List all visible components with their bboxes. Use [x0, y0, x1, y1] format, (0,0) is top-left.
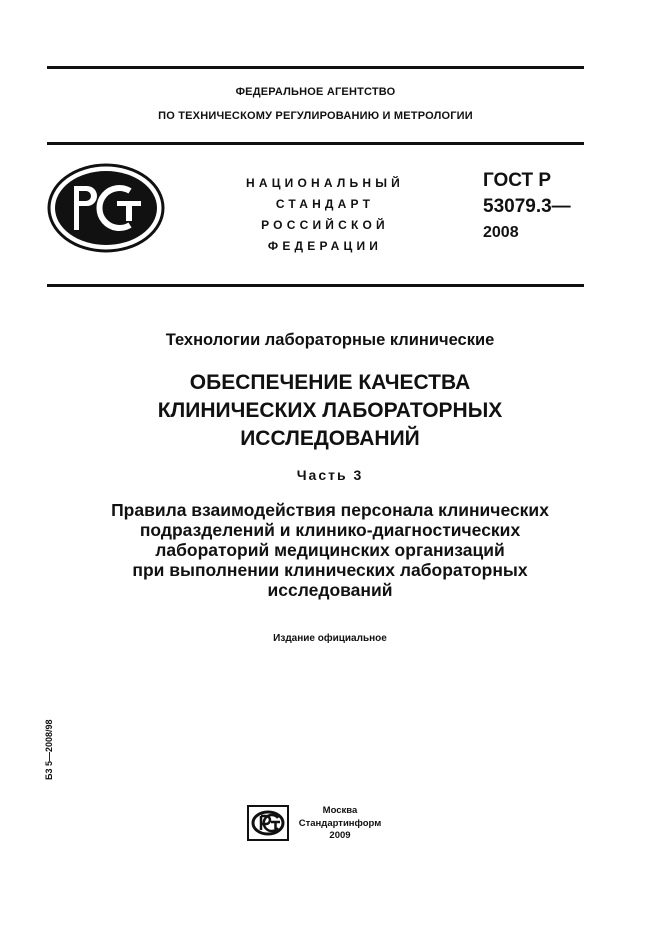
national-standard-line-2: СТАНДАРТ [275, 197, 375, 211]
subtitle-line-1: Правила взаимодействия персонала клинических [111, 500, 549, 520]
agency-line-1: ФЕДЕРАЛЬНОЕ АГЕНТСТВО [235, 86, 396, 98]
side-note: Б3 5—2008/98 [44, 719, 54, 780]
bottom-rule [47, 284, 584, 287]
subtitle-line-3: лабораторий медицинских организаций [155, 540, 505, 560]
national-standard-block [220, 173, 430, 257]
subtitle [40, 500, 620, 600]
main-title-line-3: ИССЛЕДОВАНИЙ [240, 427, 420, 450]
publisher-year: 2009 [329, 830, 351, 841]
national-standard-line-1: НАЦИОНАЛЬНЫЙ [245, 176, 405, 190]
subtitle-line-2: подразделений и клинико-диагностических [139, 520, 521, 540]
main-title [40, 369, 620, 453]
gost-line-2: 53079.3— [483, 196, 571, 217]
series-title: Технологии лабораторные клинические [165, 331, 495, 349]
middle-rule [47, 142, 584, 145]
gost-year: 2008 [483, 224, 519, 241]
gost-line-1: ГОСТ Р [483, 170, 552, 191]
part-label: Часть 3 [296, 467, 364, 483]
top-rule [47, 66, 584, 69]
publisher-name: Стандартинформ [298, 817, 382, 829]
main-title-line-2: КЛИНИЧЕСКИХ ЛАБОРАТОРНЫХ [157, 399, 503, 422]
edition-label: Издание официальное [273, 633, 387, 644]
main-title-line-1: ОБЕСПЕЧЕНИЕ КАЧЕСТВА [189, 371, 471, 394]
subtitle-line-5: исследований [267, 580, 393, 600]
standartinform-logo-icon [247, 805, 289, 841]
subtitle-line-4: при выполнении клинических лабораторных [132, 560, 528, 580]
national-standard-line-4: ФЕДЕРАЦИИ [267, 239, 383, 253]
gost-designation [483, 168, 603, 246]
national-standard-line-3: РОССИЙСКОЙ [261, 218, 389, 232]
publisher-block [290, 805, 390, 843]
agency-line-2: ПО ТЕХНИЧЕСКОМУ РЕГУЛИРОВАНИЮ И МЕТРОЛОГИИ [158, 110, 473, 122]
rst-certification-mark-icon [47, 163, 165, 253]
publisher-city: Москва [322, 805, 358, 816]
